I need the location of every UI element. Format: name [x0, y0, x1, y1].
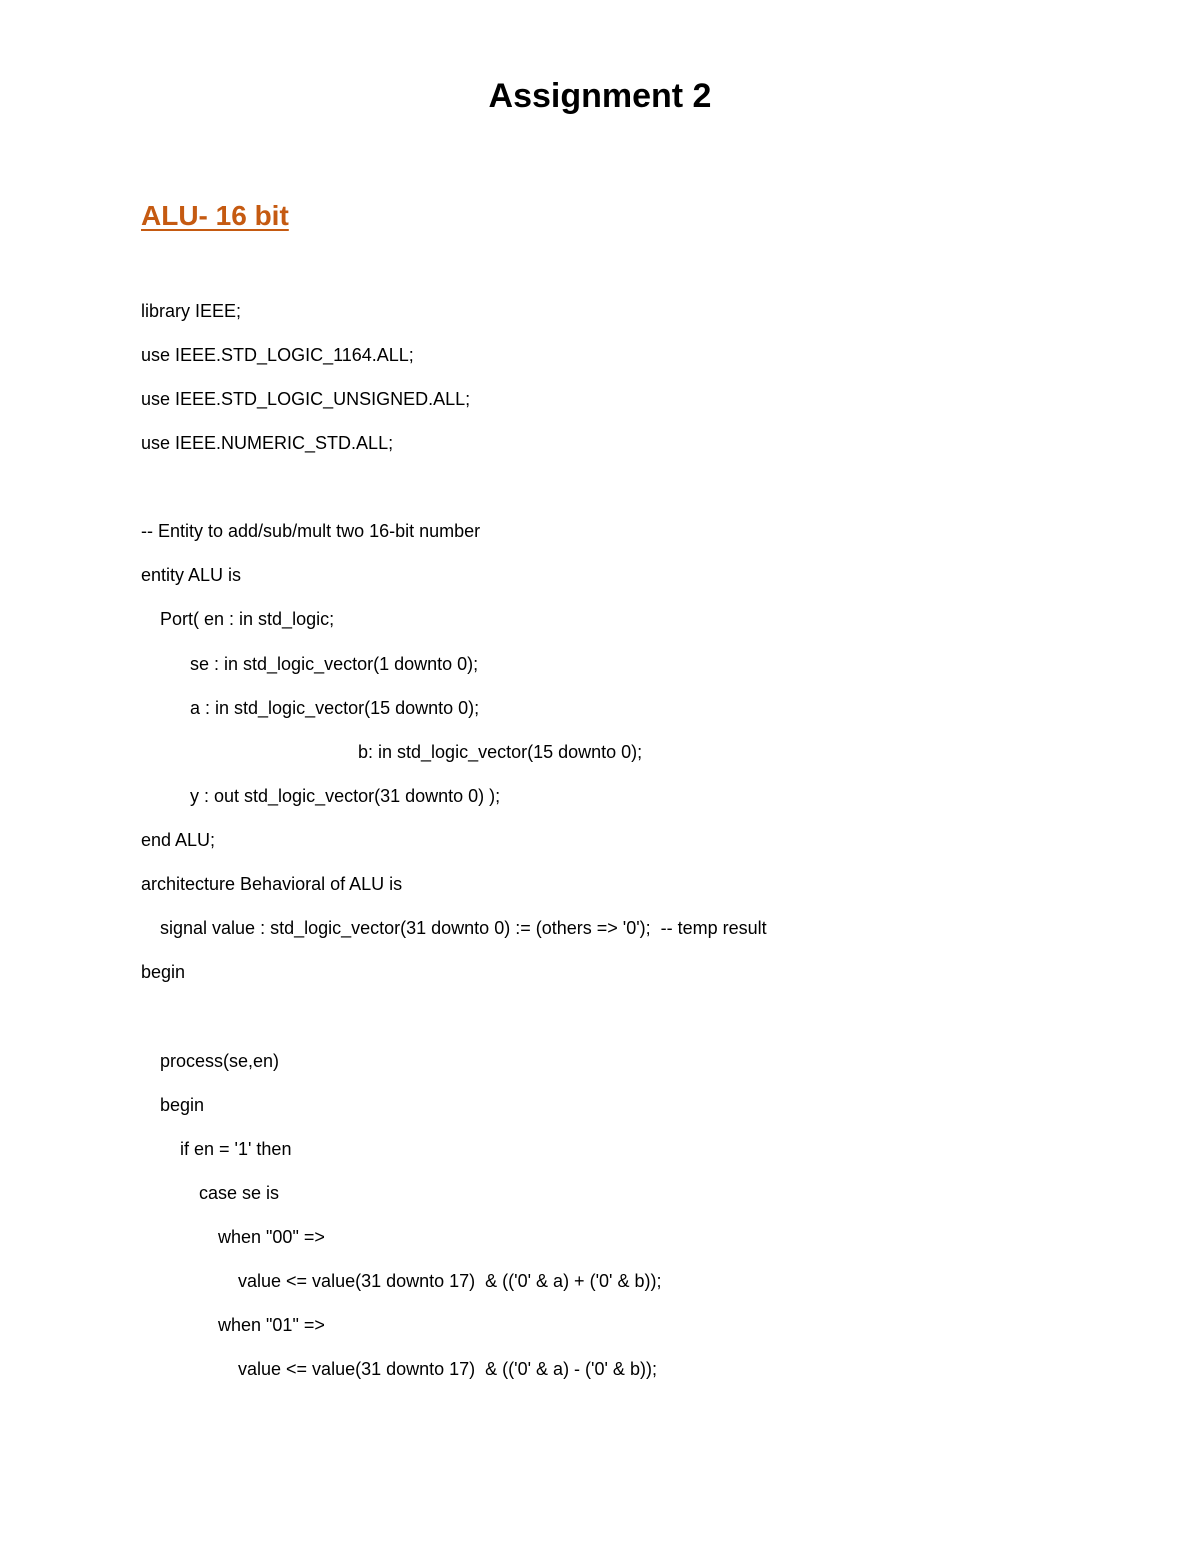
code-line: library IEEE;: [141, 301, 242, 321]
code-line: value <= value(31 downto 17) & (('0' & a) + ('0' & b));: [238, 1271, 662, 1291]
code-line: signal value : std_logic_vector(31 downto 0) := (others => '0'); -- temp result: [160, 918, 767, 938]
code-line: when "01" =>: [218, 1315, 325, 1335]
code-line: se : in std_logic_vector(1 downto 0);: [190, 654, 479, 674]
code-line: a : in std_logic_vector(15 downto 0);: [190, 698, 480, 718]
code-comment: -- Entity to add/sub/mult two 16-bit number: [141, 521, 481, 541]
code-line: begin: [141, 962, 186, 982]
code-line: end ALU;: [141, 830, 216, 850]
code-line: architecture Behavioral of ALU is: [141, 874, 403, 894]
code-line: entity ALU is: [141, 565, 242, 585]
code-line: use IEEE.STD_LOGIC_UNSIGNED.ALL;: [141, 389, 471, 409]
code-line: Port( en : in std_logic;: [160, 609, 335, 629]
code-line: value <= value(31 downto 17) & (('0' & a) - ('0' & b));: [238, 1359, 657, 1379]
page-title: Assignment 2: [488, 77, 712, 115]
code-line: case se is: [199, 1183, 280, 1203]
code-line: use IEEE.NUMERIC_STD.ALL;: [141, 433, 394, 453]
code-line: when "00" =>: [218, 1227, 325, 1247]
code-line: process(se,en): [160, 1051, 280, 1071]
code-line: b: in std_logic_vector(15 downto 0);: [358, 742, 643, 762]
code-line: y : out std_logic_vector(31 downto 0) );: [190, 786, 501, 806]
section-heading: ALU- 16 bit: [141, 200, 289, 231]
code-line: use IEEE.STD_LOGIC_1164.ALL;: [141, 345, 414, 365]
code-line: begin: [160, 1095, 205, 1115]
code-line: if en = '1' then: [180, 1139, 292, 1159]
